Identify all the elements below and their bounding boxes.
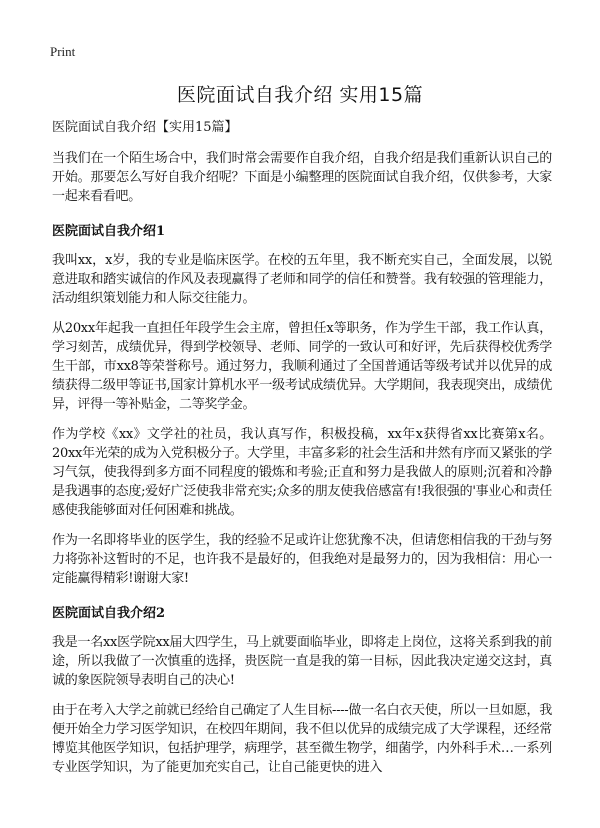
section-heading-1: 医院面试自我介绍1: [52, 224, 166, 239]
section-2-paragraph-2: 由于在考入大学之前就已经给自己确定了人生目标----做一名白衣天使，所以一旦如愿，我便开始全力学习医学知识，在校四年期间，我不但以优异的成绩完成了大学课程，还经常博览其他医学知识，包括护理学，病理学，甚至微生物学，细菌学，内外科手术…一系列专业医学知识，为了能更加充实自己，让自己能更快的进入: [52, 703, 552, 775]
document-subtitle: 医院面试自我介绍【实用15篇】: [52, 120, 238, 135]
section-1-paragraph-3: 作为学校《xx》文学社的社员，我认真写作，积极投稿，xx年x获得省xx比赛第x名。20xx年光荣的成为入党积极分子。大学里，丰富多彩的社会生活和井然有序而又紧张的学习气氛，使我得到多方面不同程度的锻炼和考验;正直和努力是我做人的原则;沉着和冷静是我遇事的态度;爱好广泛使我非常充实;众多的朋友使我倍感富有!我很强的'事业心和责任感使我能够面对任何困难和挑战。: [52, 427, 552, 518]
section-heading-2: 医院面试自我介绍2: [52, 606, 166, 621]
section-1-paragraph-4: 作为一名即将毕业的医学生，我的经验不足或许让您犹豫不决，但请您相信我的干劲与努力将弥补这暂时的不足，也许我不是最好的，但我绝对是最努力的，因为我相信：用心一定能赢得精彩!谢谢大家!: [52, 533, 552, 586]
document-title: 医院面试自我介绍 实用15篇: [176, 84, 424, 106]
section-1-paragraph-1: 我叫xx，x岁，我的专业是临床医学。在校的五年里，我不断充实自己，全面发展，以锐意进取和踏实诚信的作风及表现赢得了老师和同学的信任和赞誉。我有较强的管理能力，活动组织策划能力和人际交往能力。: [52, 253, 552, 306]
section-2-paragraph-1: 我是一名xx医学院xx届大四学生，马上就要面临毕业，即将走上岗位，这将关系到我的前途，所以我做了一次慎重的选择，贵医院一直是我的第一目标，因此我决定递交这封，真诚的象医院领导表明自己的决心!: [52, 635, 552, 688]
section-1-paragraph-2: 从20xx年起我一直担任年段学生会主席，曾担任x等职务，作为学生干部，我工作认真，学习刻苦，成绩优异，得到学校领导、老师、同学的一致认可和好评，先后获得校优秀学生干部，市xx8等荣誉称号。通过努力，我顺利通过了全国普通话等级考试并以优异的成绩获得二级甲等证书,国家计算机水平一级考试成绩优异。大学期间，我表现突出，成绩优异，评得一等补贴金，二等奖学金。: [52, 321, 552, 412]
document-body: [52, 119, 552, 788]
print-label: Print: [50, 44, 76, 59]
intro-paragraph: 当我们在一个陌生场合中，我们时常会需要作自我介绍，自我介绍是我们重新认识自己的开始。那要怎么写好自我介绍呢？下面是小编整理的医院面试自我介绍，仅供参考，大家一起来看看吧。: [52, 151, 552, 204]
